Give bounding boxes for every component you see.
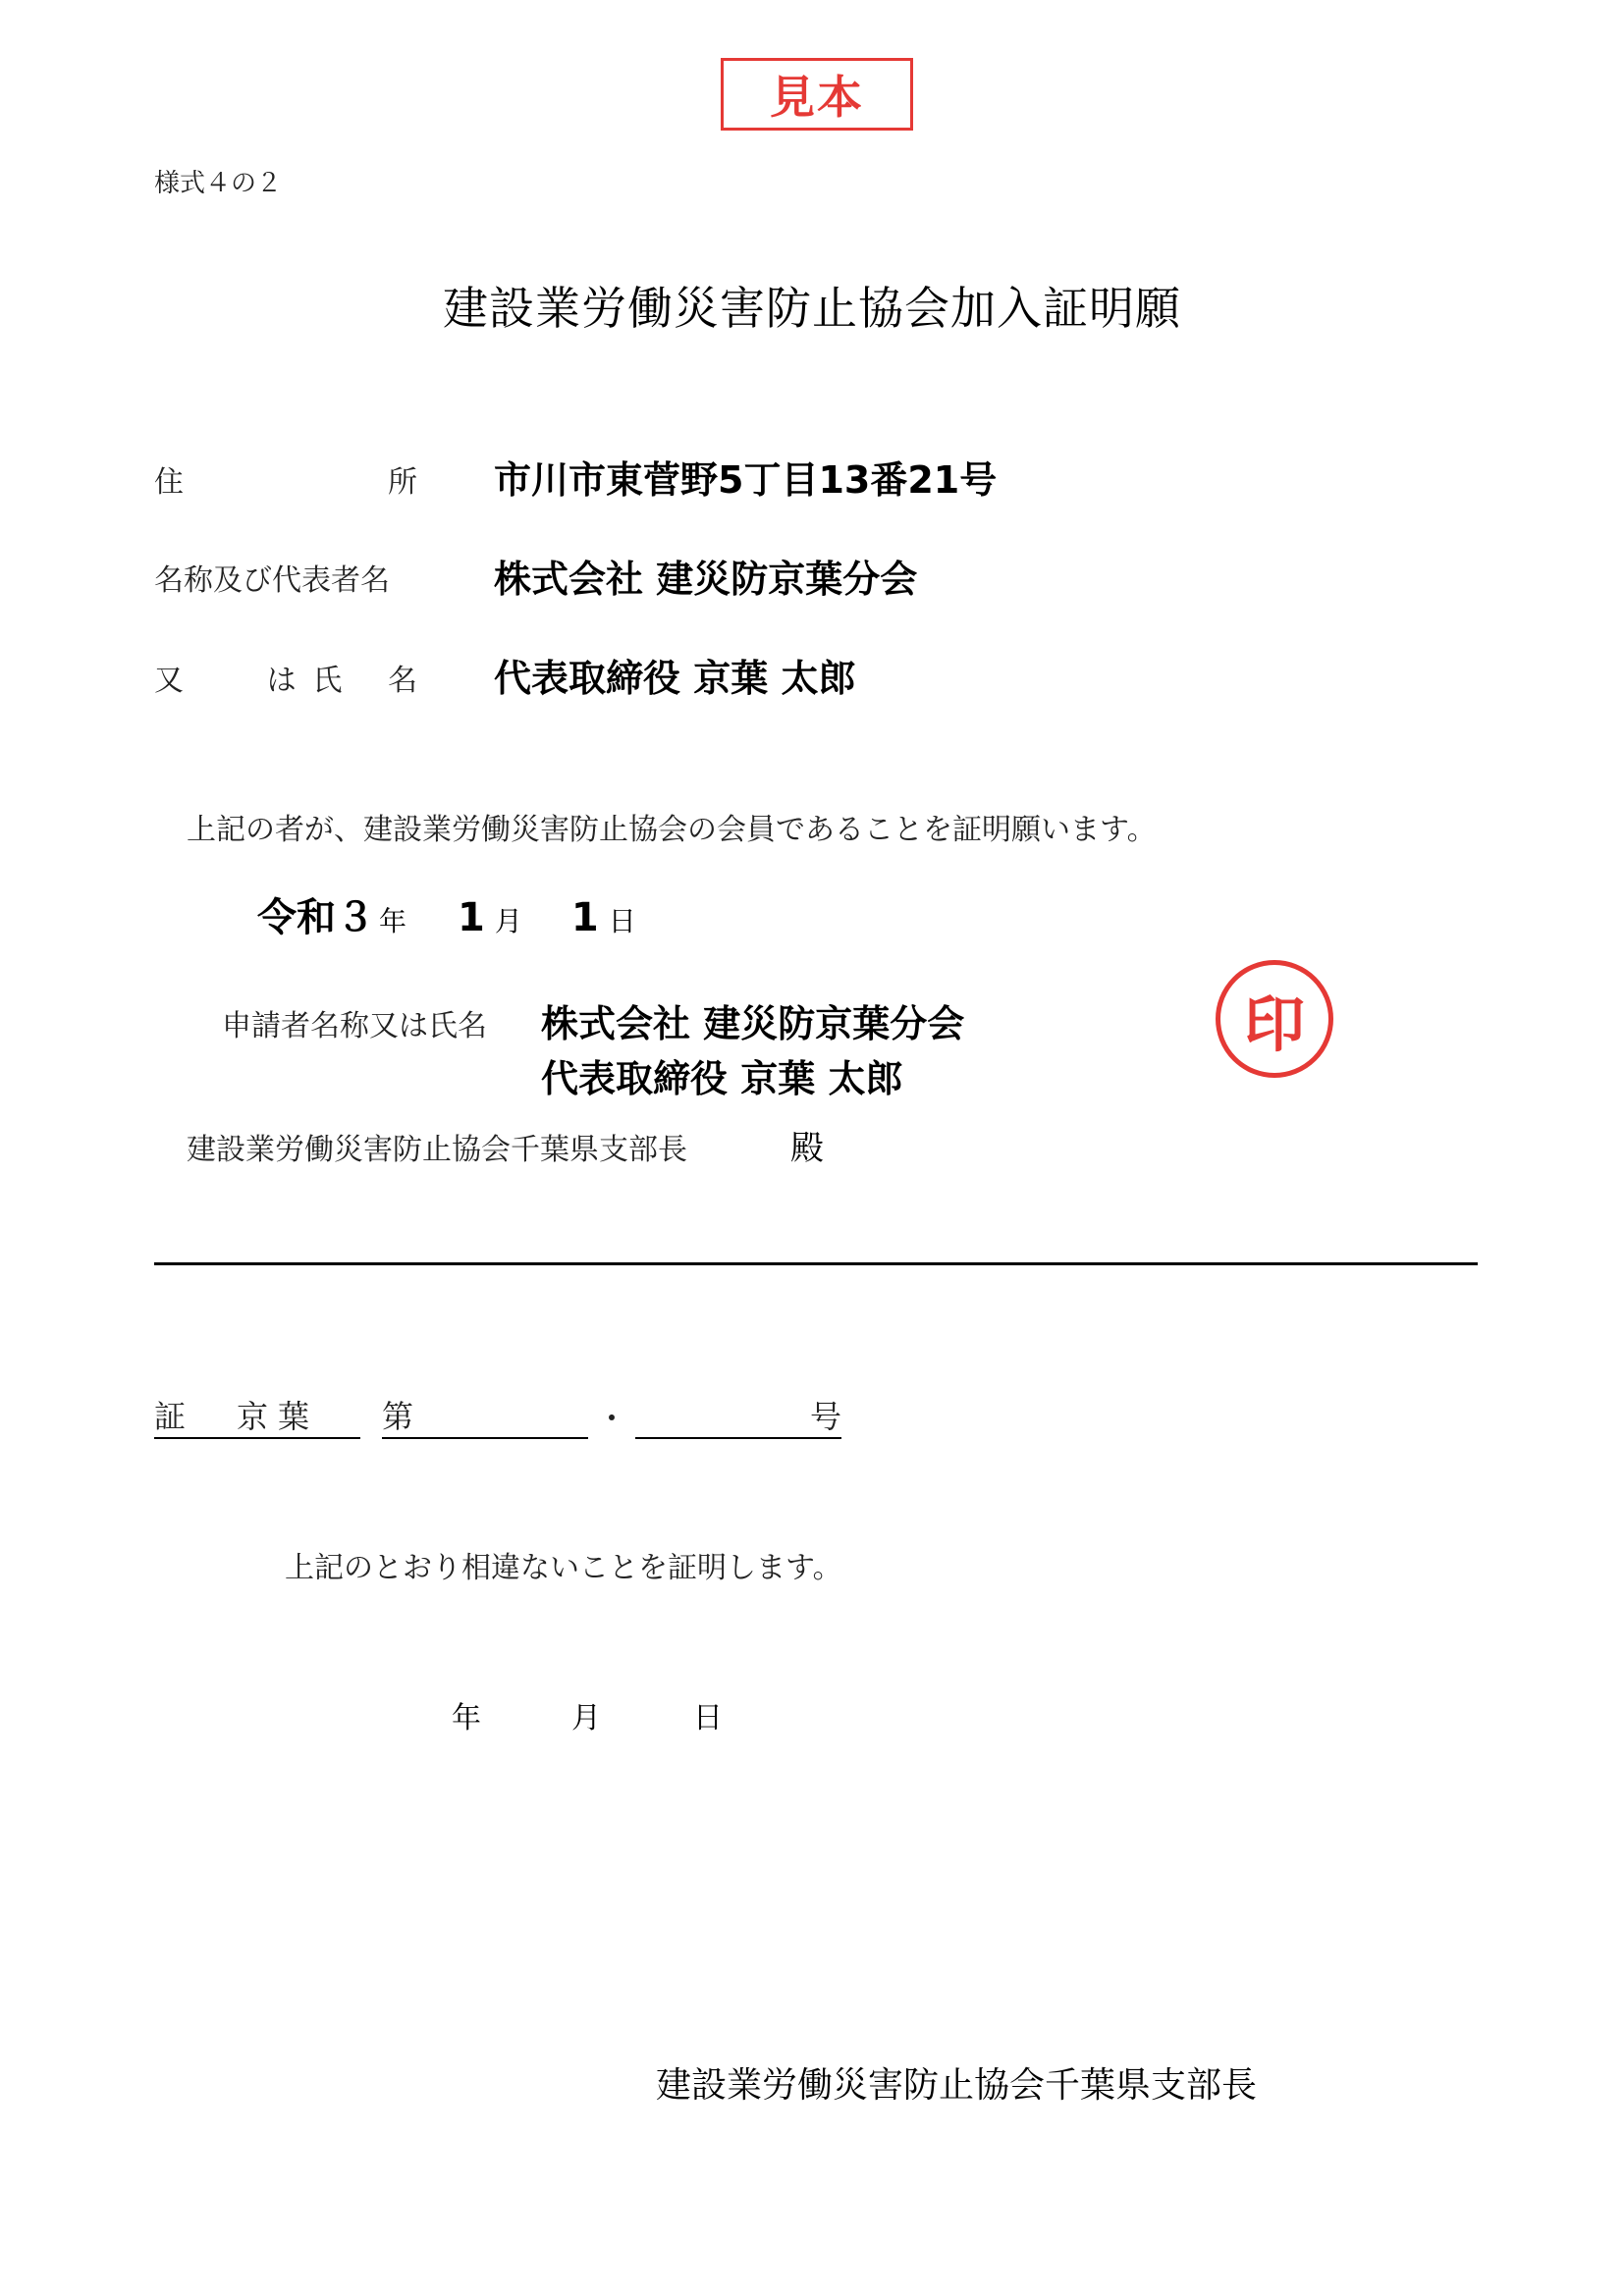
- person-label-4: 名: [387, 664, 417, 698]
- issuer-name: 建設業労働災害防止協会千葉県支部長: [656, 2065, 1258, 2106]
- person-label: [154, 656, 417, 699]
- certificate-go: 号: [810, 1398, 842, 1435]
- person-label-3: 氏: [312, 664, 343, 698]
- blank-month-unit: 月: [571, 1701, 601, 1735]
- address-label-right: 所: [388, 465, 417, 500]
- person-label-1: 又: [154, 664, 184, 698]
- sample-stamp: 見本: [721, 58, 913, 131]
- certificate-number-row: [154, 1392, 841, 1439]
- applicant-company: 株式会社 建災防京葉分会: [541, 1002, 965, 1045]
- date-year-unit: 年: [379, 905, 407, 937]
- person-label-2: は: [266, 664, 297, 698]
- certificate-dai: 第: [382, 1398, 414, 1435]
- date-day: 1: [570, 895, 599, 940]
- certificate-dai-field: [382, 1392, 588, 1439]
- date-month-unit: 月: [494, 905, 522, 937]
- applicant-person: 代表取締役 京葉 太郎: [541, 1057, 903, 1100]
- addressee-honorific: 殿: [790, 1129, 824, 1168]
- applicant-label: 申請者名称又は氏名: [222, 1009, 487, 1043]
- addressee: 建設業労働災害防止協会千葉県支部長: [187, 1133, 687, 1167]
- name-label: 名称及び代表者名: [154, 563, 390, 598]
- date-era-year: 令和３: [257, 895, 375, 940]
- address-label: [154, 457, 417, 501]
- request-text: 上記の者が、建設業労働災害防止協会の会員であることを証明願います。: [187, 813, 1157, 847]
- address-value: 市川市東菅野5丁目13番21号: [494, 458, 998, 502]
- divider-line: [154, 1262, 1478, 1265]
- application-date: [257, 886, 636, 942]
- certificate-dot: ・: [596, 1400, 628, 1437]
- confirm-text: 上記のとおり相違ないことを証明します。: [285, 1551, 842, 1585]
- certificate-prefix: 証 京葉: [154, 1392, 360, 1439]
- person-value: 代表取締役 京葉 太郎: [494, 657, 856, 700]
- certification-date: [452, 1693, 723, 1736]
- blank-day-unit: 日: [693, 1701, 723, 1735]
- date-day-unit: 日: [608, 905, 636, 937]
- form-number: 様式４の２: [154, 169, 283, 198]
- blank-year-unit: 年: [452, 1701, 481, 1735]
- address-label-left: 住: [154, 465, 184, 500]
- name-value: 株式会社 建災防京葉分会: [494, 558, 918, 601]
- document-title: 建設業労働災害防止協会加入証明願: [443, 282, 1181, 335]
- certificate-go-field: [635, 1392, 841, 1439]
- date-month: 1: [458, 895, 485, 940]
- seal-stamp: 印: [1216, 960, 1333, 1078]
